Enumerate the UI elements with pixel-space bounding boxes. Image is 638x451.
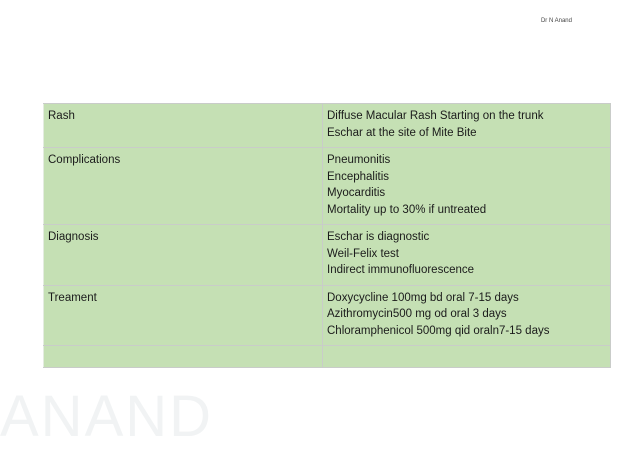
table-row — [44, 148, 611, 225]
row-details — [323, 104, 611, 148]
row-label: Rash — [44, 104, 323, 148]
row-details — [323, 346, 611, 368]
author-label: Dr N Anand — [540, 18, 572, 24]
row-label: Diagnosis — [44, 225, 323, 286]
detail-line: Encephalitis — [327, 170, 390, 183]
detail-line: Eschar is diagnostic — [327, 231, 430, 243]
table-row — [44, 285, 611, 346]
detail-line: Indirect immunofluorescence — [327, 264, 475, 276]
detail-line: Diffuse Macular Rash Starting on the trunk — [327, 110, 544, 122]
detail-line: Mortality up to 30% if untreated — [327, 203, 487, 216]
table-row — [44, 225, 611, 286]
row-label: Complications — [44, 148, 323, 225]
detail-line: Myocarditis — [327, 187, 386, 199]
table-row-empty — [44, 346, 611, 368]
row-label: Treament — [44, 285, 323, 346]
detail-line: Pneumonitis — [327, 154, 391, 166]
detail-line: Chloramphenicol 500mg qid oraln7-15 days — [327, 324, 550, 337]
watermark-text: ANAND — [0, 384, 214, 449]
detail-line: Doxycycline 100mg bd oral 7-15 days — [327, 291, 519, 304]
row-details — [323, 148, 611, 225]
row-details — [323, 285, 611, 346]
info-table — [43, 103, 611, 368]
detail-line: Eschar at the site of Mite Bite — [327, 126, 477, 139]
row-details — [323, 225, 611, 286]
table-row — [44, 104, 611, 148]
detail-line: Azithromycin500 mg od oral 3 days — [327, 308, 507, 320]
row-label — [44, 346, 323, 368]
detail-line: Weil-Felix test — [327, 247, 399, 260]
